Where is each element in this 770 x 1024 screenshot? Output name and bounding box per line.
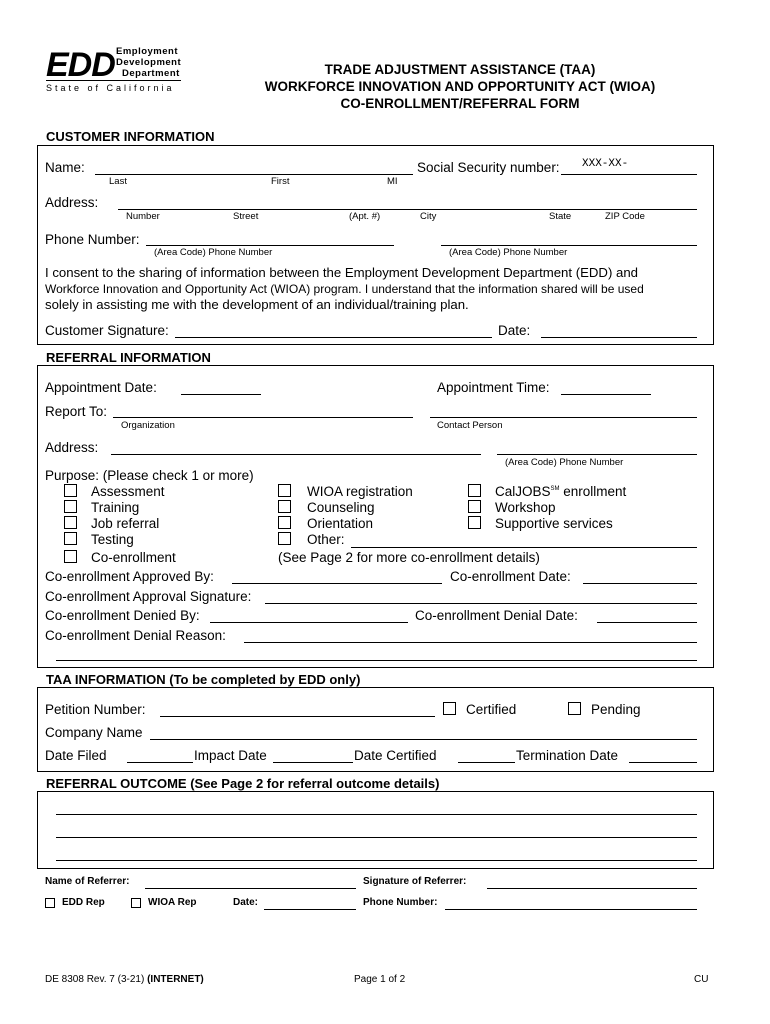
outcome-line-3[interactable] (56, 860, 697, 861)
page-number: Page 1 of 2 (354, 974, 406, 985)
job-referral-checkbox[interactable] (64, 516, 77, 529)
report-to-label: Report To: (45, 404, 108, 419)
counseling-checkbox[interactable] (278, 500, 291, 513)
name-label: Name: (45, 160, 85, 175)
referrer-date-label: Date: (233, 897, 259, 908)
caljobs-enrollment-label (495, 485, 626, 499)
co-enrollment-label: Co-enrollment (91, 550, 176, 565)
first-sublabel: First (271, 176, 290, 187)
logo-line1: Employment (116, 46, 179, 57)
zip-sublabel: ZIP Code (605, 211, 645, 222)
denial-reason-field-1[interactable] (244, 642, 697, 643)
city-sublabel: City (420, 211, 437, 222)
taa-section-heading: TAA INFORMATION (To be completed by EDD only) (46, 672, 361, 687)
referral-address-label: Address: (45, 440, 99, 455)
date-filed-field[interactable] (127, 762, 193, 763)
customer-signature-field[interactable] (175, 337, 492, 338)
customer-signature-label: Customer Signature: (45, 323, 169, 338)
wioa-registration-checkbox[interactable] (278, 484, 291, 497)
form-title-3: CO-ENROLLMENT/REFERRAL FORM (340, 96, 580, 111)
see-page-2-note: (See Page 2 for more co-enrollment details) (278, 550, 540, 565)
training-label: Training (91, 500, 140, 515)
petition-number-label: Petition Number: (45, 702, 146, 717)
logo-state: State of California (46, 83, 175, 93)
form-title-1: TRADE ADJUSTMENT ASSISTANCE (TAA) (324, 62, 596, 77)
assessment-checkbox[interactable] (64, 484, 77, 497)
form-title-2: WORKFORCE INNOVATION AND OPPORTUNITY ACT (WIOA) (264, 79, 656, 94)
wioa-rep-checkbox[interactable] (131, 898, 141, 908)
customer-date-field[interactable] (541, 337, 697, 338)
consent-line-1: I consent to the sharing of information between the Employment Development Department (EDD) and (45, 265, 639, 280)
company-name-label: Company Name (45, 725, 143, 740)
customer-section-heading: CUSTOMER INFORMATION (46, 129, 215, 144)
approval-signature-label: Co-enrollment Approval Signature: (45, 589, 252, 604)
appointment-time-field[interactable] (561, 394, 651, 395)
signature-of-referrer-label: Signature of Referrer: (363, 876, 467, 887)
denied-by-label: Co-enrollment Denied By: (45, 608, 200, 623)
edd-rep-checkbox[interactable] (45, 898, 55, 908)
outcome-line-2[interactable] (56, 837, 697, 838)
customer-date-label: Date: (498, 323, 531, 338)
testing-label: Testing (91, 532, 134, 547)
organization-sublabel: Organization (121, 420, 175, 431)
enrollment-text: enrollment (559, 484, 627, 499)
denial-reason-field-2[interactable] (56, 660, 697, 661)
training-checkbox[interactable] (64, 500, 77, 513)
date-certified-label: Date Certified (354, 748, 437, 763)
name-of-referrer-label: Name of Referrer: (45, 876, 130, 887)
caljobs-text: CalJOBS (495, 484, 551, 499)
date-filed-label: Date Filed (45, 748, 107, 763)
phone-sublabel-1: (Area Code) Phone Number (154, 247, 273, 258)
testing-checkbox[interactable] (64, 532, 77, 545)
consent-line-2-text: Workforce Innovation and Opportunity Act (WIOA) program. I understand that the information shared will be used (45, 282, 644, 296)
form-number-text: DE 8308 Rev. 7 (3-21) (45, 974, 148, 985)
phone-sublabel-2: (Area Code) Phone Number (449, 247, 568, 258)
company-name-field[interactable] (150, 739, 697, 740)
denial-date-label: Co-enrollment Denial Date: (415, 608, 578, 623)
address-label: Address: (45, 195, 99, 210)
termination-date-field[interactable] (629, 762, 697, 763)
impact-date-field[interactable] (273, 762, 353, 763)
contact-person-field[interactable] (430, 417, 697, 418)
termination-date-label: Termination Date (516, 748, 619, 763)
internet-text: (INTERNET) (147, 974, 204, 985)
supportive-services-checkbox[interactable] (468, 516, 481, 529)
number-sublabel: Number (126, 211, 160, 222)
street-sublabel: Street (233, 211, 259, 222)
other-field[interactable] (351, 547, 697, 548)
outcome-line-1[interactable] (56, 814, 697, 815)
name-field[interactable] (95, 174, 413, 175)
denial-date-field[interactable] (597, 622, 697, 623)
referrer-phone-label: Phone Number: (363, 897, 438, 908)
referral-section-heading: REFERRAL INFORMATION (46, 350, 211, 365)
counseling-label: Counseling (307, 500, 375, 515)
impact-date-label: Impact Date (194, 748, 267, 763)
signature-of-referrer-field[interactable] (487, 888, 697, 889)
job-referral-label: Job referral (91, 516, 160, 531)
sm-mark: SM (550, 486, 560, 492)
co-enrollment-date-label: Co-enrollment Date: (450, 569, 571, 584)
last-sublabel: Last (109, 176, 127, 187)
outcome-section-heading: REFERRAL OUTCOME (See Page 2 for referral outcome details) (46, 776, 440, 791)
ssn-prefix: XXX-XX- (582, 158, 629, 170)
cu-code: CU (694, 974, 709, 985)
other-label: Other: (307, 532, 345, 547)
orientation-label: Orientation (307, 516, 374, 531)
approved-by-field[interactable] (232, 583, 442, 584)
referrer-phone-field[interactable] (445, 909, 697, 910)
consent-line-2 (45, 282, 644, 295)
logo-line2: Development (116, 57, 182, 68)
ssn-field[interactable] (561, 174, 697, 175)
consent-line-3: solely in assisting me with the development of an individual/training plan. (45, 297, 469, 312)
mi-sublabel: MI (387, 176, 398, 187)
denial-reason-label: Co-enrollment Denial Reason: (45, 628, 226, 643)
phone-field-2[interactable] (441, 245, 697, 246)
approval-signature-field[interactable] (265, 603, 697, 604)
petition-number-field[interactable] (160, 716, 435, 717)
co-enrollment-date-field[interactable] (583, 583, 697, 584)
supportive-services-label: Supportive services (495, 516, 613, 531)
appointment-date-field[interactable] (181, 394, 261, 395)
pending-checkbox[interactable] (568, 702, 581, 715)
pending-label: Pending (591, 702, 641, 717)
referral-phone-field[interactable] (497, 454, 697, 455)
workshop-checkbox[interactable] (468, 500, 481, 513)
phone-field-1[interactable] (146, 245, 394, 246)
referrer-date-field[interactable] (264, 909, 356, 910)
state-sublabel: State (549, 211, 572, 222)
phone-label: Phone Number: (45, 232, 140, 247)
organization-field[interactable] (113, 417, 413, 418)
apt-sublabel: (Apt. #) (349, 211, 381, 222)
referral-phone-sublabel: (Area Code) Phone Number (505, 457, 624, 468)
co-enrollment-checkbox[interactable] (64, 550, 77, 563)
form-number (45, 975, 204, 985)
appointment-date-label: Appointment Date: (45, 380, 157, 395)
caljobs-enrollment-checkbox[interactable] (468, 484, 481, 497)
logo-line3: Department (122, 68, 180, 79)
purpose-label: Purpose: (Please check 1 or more) (45, 468, 254, 483)
certified-label: Certified (466, 702, 517, 717)
denied-by-field[interactable] (210, 622, 408, 623)
name-of-referrer-field[interactable] (145, 888, 356, 889)
approved-by-label: Co-enrollment Approved By: (45, 569, 214, 584)
outcome-section-box (37, 791, 714, 869)
ssn-label: Social Security number: (417, 160, 560, 175)
certified-checkbox[interactable] (443, 702, 456, 715)
orientation-checkbox[interactable] (278, 516, 291, 529)
contact-person-sublabel: Contact Person (437, 420, 503, 431)
appointment-time-label: Appointment Time: (437, 380, 550, 395)
address-field[interactable] (118, 209, 697, 210)
wioa-rep-label: WIOA Rep (148, 897, 197, 908)
wioa-registration-label: WIOA registration (307, 484, 413, 499)
date-certified-field[interactable] (458, 762, 515, 763)
assessment-label: Assessment (91, 484, 165, 499)
edd-rep-label: EDD Rep (62, 897, 105, 908)
referral-address-field[interactable] (111, 454, 481, 455)
other-checkbox[interactable] (278, 532, 291, 545)
workshop-label: Workshop (495, 500, 556, 515)
logo-divider (46, 80, 181, 81)
logo-letters: EDD (46, 46, 115, 84)
